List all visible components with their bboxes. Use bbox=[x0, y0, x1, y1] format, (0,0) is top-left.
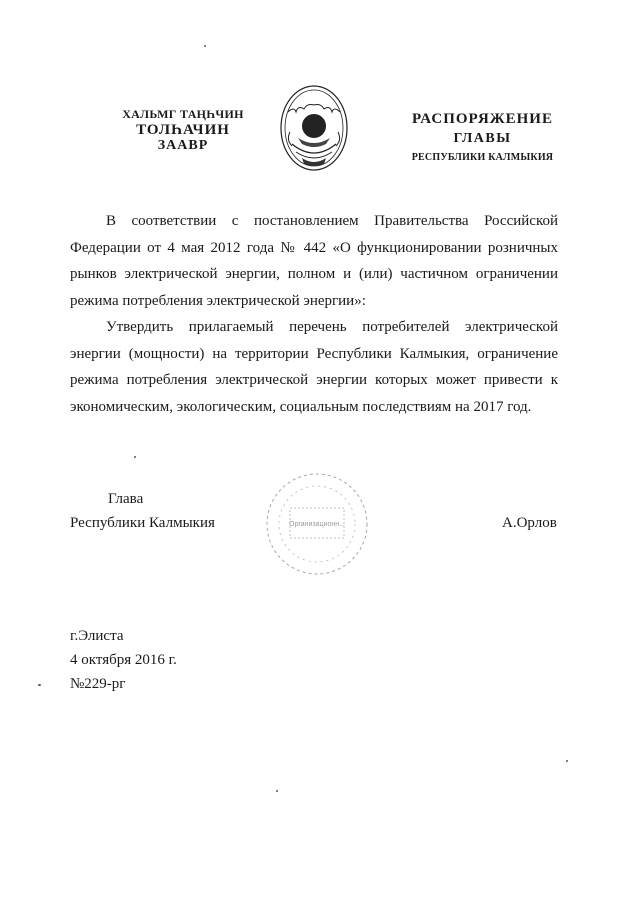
signature-name: А.Орлов bbox=[502, 515, 557, 531]
official-stamp-seal bbox=[262, 468, 372, 580]
scan-speck bbox=[276, 790, 278, 792]
header-right-line3: РЕСПУБЛИКИ КАЛМЫКИЯ bbox=[411, 152, 554, 163]
signature-title-line1: Глава bbox=[108, 491, 144, 507]
header-left-line2: ТОЛҺАЧИН bbox=[136, 122, 230, 138]
signature-title-line2: Республики Калмыкия bbox=[70, 515, 215, 531]
scan-speck bbox=[38, 684, 41, 686]
header-russian-title bbox=[395, 110, 570, 167]
header-kalmyk-title bbox=[108, 106, 258, 154]
scan-speck bbox=[566, 760, 568, 762]
document-date: 4 октября 2016 г. bbox=[70, 652, 177, 668]
body-paragraph-2: Утвердить прилагаемый перечень потребителей электрической энергии (мощности) на территории Республики Калмыкия, ограничение режима потребления электрической энергии которых может привести к экономическим, экологическим, социальным последствиям на 2017 год. bbox=[70, 319, 558, 415]
signature-title bbox=[70, 487, 215, 535]
document-footer bbox=[70, 624, 177, 696]
stamp-center-text: Организационн... bbox=[289, 521, 345, 528]
header-left-line1: ХАЛЬМГ ТАҢҺЧИН bbox=[122, 107, 244, 121]
emblem-icon bbox=[276, 82, 352, 174]
scan-speck bbox=[134, 456, 136, 458]
header-right-line1: РАСПОРЯЖЕНИЕ bbox=[412, 111, 553, 127]
header-right-line2: ГЛАВЫ bbox=[453, 131, 512, 146]
body-paragraph-1: В соответствии с постановлением Правительства Российской Федерации от 4 мая 2012 года № 442 «О функционировании розничных рынков электрической энергии, полном и (или) частичном ограничении режима потребления электрической энергии»: bbox=[70, 213, 558, 309]
header-left-line3: ЗААВР bbox=[157, 138, 209, 153]
document-number: №229-рг bbox=[70, 676, 126, 692]
document-place: г.Элиста bbox=[70, 628, 124, 644]
scan-speck bbox=[204, 45, 206, 47]
